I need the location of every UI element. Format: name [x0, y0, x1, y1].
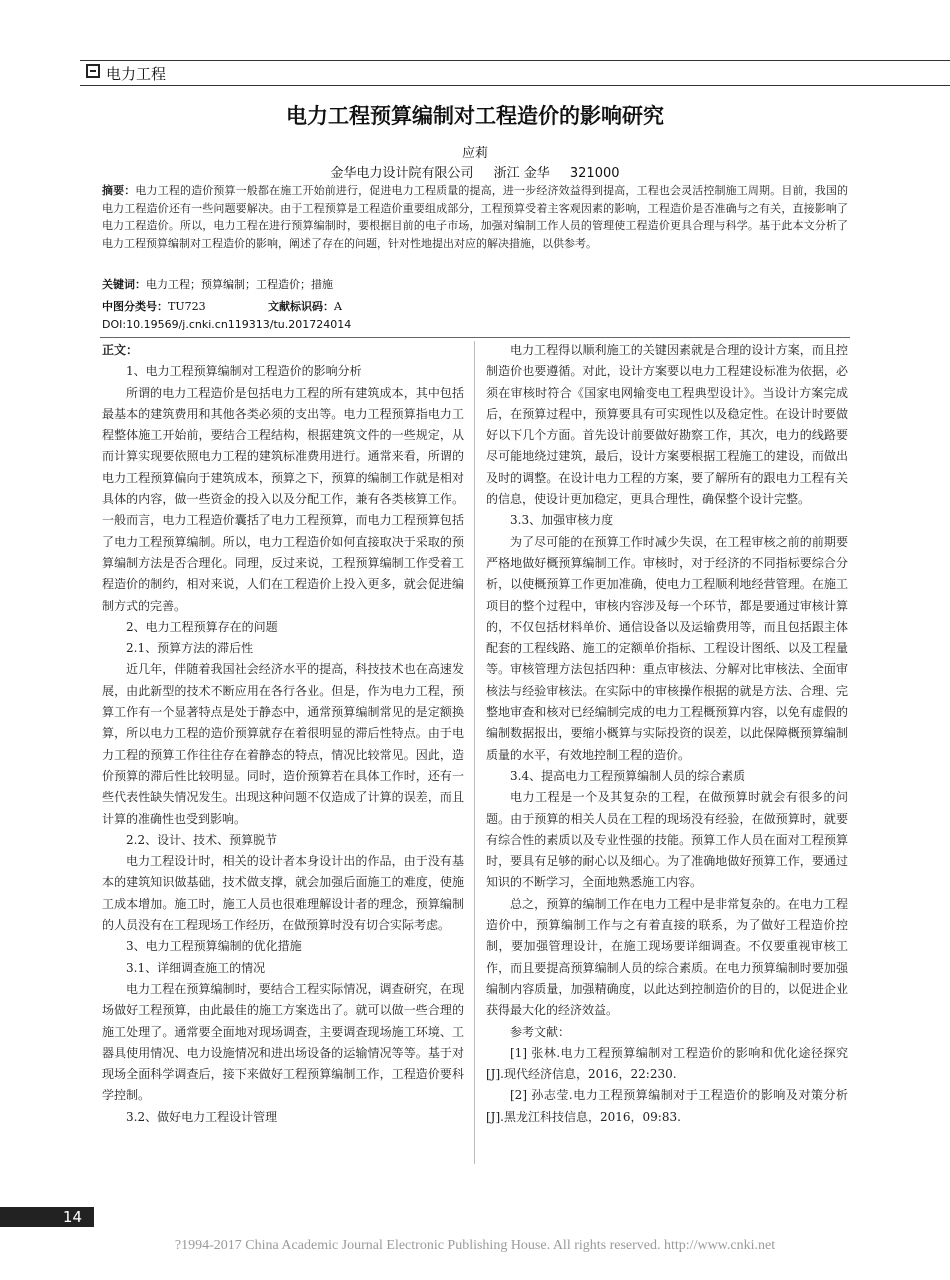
journal-header: [80, 60, 950, 86]
doi: DOI:10.19569/j.cnki.cn119313/tu.201724014: [102, 318, 352, 331]
paragraph: 电力工程得以顺利施工的关键因素就是合理的设计方案，而且控制造价也要遵循。对此，设计方案要以电力工程建设标准为依据，必须在审核时符合《国家电网输变电工程典型设计》。当设计方案完成后，在预算过程中，预算要具有可实现性以及稳定性。在设计时要做好以下几个方面。首先设计前要做好勘察工作，其次，电力的线路要尽可能地绕过建筑，最后，设计方案要根据工程施工的建设，而做出及时的调整。在设计电力工程的方案，要了解所有的跟电力工程有关的信息，使设计更加稳定，更具合理性，确保整个设计完整。: [486, 343, 848, 507]
paragraph: 总之，预算的编制工作在电力工程中是非常复杂的。在电力工程造价中，预算编制工作与之有着直接的联系，为了做好工程造价控制，要加强管理设计，在施工现场要详细调查。不仅要重视审核工作，而且要提高预算编制人员的综合素质。在电力预算编制时要加强编制内容质量，加强精确度，以此达到控制造价的目的，以促进企业获得最大化的经济效益。: [486, 896, 848, 1018]
affiliation-zip: 321000: [569, 166, 620, 181]
section-name: 电力工程: [106, 65, 167, 83]
body-left-column: [102, 340, 464, 1128]
section-heading: 3.2、做好电力工程设计管理: [126, 1109, 278, 1124]
section-heading: 3.3、加强审核力度: [510, 513, 614, 528]
paragraph: 所谓的电力工程造价是包括电力工程的所有建筑成本，其中包括最基本的建筑费用和其他各类必须的支出等。电力工程预算指电力工程整体施工开始前，要结合工程结构，根据建筑文件的一些规定，从而计算实现要依照电力工程的建筑标准费用进行。通常来看，所谓的电力工程预算偏向于建筑成本，预算之下，预算的编制工作就是相对具体的内容，做一些资金的投入以及分配工作，兼有各类核算工作。一般而言，电力工程造价囊括了电力工程预算，而电力工程预算包括了电力工程预算编制。所以，电力工程造价如何直接取决于采取的预算编制方法是否合理化。同理，反过来说，工程预算编制工作受着工程造价的制约，相对来说，人们在工程造价上投入更多，就会促进编制方式的完善。: [102, 385, 464, 613]
page-number: 14: [0, 1207, 94, 1227]
paragraph: 电力工程设计时，相关的设计者本身设计出的作品，由于没有基本的建筑知识做基础，技术做支撑，就会加强后面施工的难度，使施工成本增加。施工时，施工人员也很难理解设计者的理念，预算编制的人员没有在工程现场工作经历，在做预算时没有切合实际考虑。: [102, 854, 464, 933]
journal-logo-icon: [86, 64, 100, 78]
section-heading: 3.4、提高电力工程预算编制人员的综合素质: [510, 768, 746, 783]
copyright-footer: ?1994-2017 China Academic Journal Electronic Publishing House. All rights reserved. http://www.cnki.net: [174, 1238, 776, 1253]
column-divider: [474, 341, 475, 1164]
doccode-label: 文献标识码：: [268, 300, 334, 313]
section-heading: 2.2、设计、技术、预算脱节: [126, 832, 278, 847]
classification-line: [102, 298, 342, 314]
affiliation-org: 金华电力设计院有限公司: [330, 166, 474, 181]
body-right-column: [486, 340, 848, 1128]
section-heading: 3.1、详细调查施工的情况: [126, 960, 266, 975]
clc-value: TU723: [168, 300, 206, 313]
paragraph: 为了尽可能的在预算工作时减少失误，在工程审核之前的前期要严格地做好概预算编制工作。审核时，对于经济的不同指标要综合分析，以使概预算工作更加准确，使电力工程顺利地经营管理。在施工项目的整个过程中，审核内容涉及每一个环节，都是要通过审核计算的，不仅包括材料单价、通信设备以及运输费用等，而且包括跟主体配套的工程线路、施工的定额单价指标、工程设计图纸、以及工程量等。审核管理方法包括四种：重点审核法、分解对比审核法、全面审核法与经验审核法。在实际中的审核操作根据的就是方法、合理、完整地审查和核对已经编制完成的电力工程概预算内容，以免有虚假的编制数据报出，要缩小概算与实际投资的误差，以此保障概预算编制质量的水平，有效地控制工程的造价。: [486, 534, 848, 762]
section-heading: 参考文献：: [510, 1024, 571, 1039]
clc-label: 中图分类号：: [102, 300, 168, 313]
keywords: [102, 276, 333, 292]
abstract-text: 电力工程的造价预算一般都在施工开始前进行，促进电力工程质量的提高，进一步经济效益得到提高，工程也会灵活控制施工周期。目前，我国的电力工程造价还有一些问题要解决。由于工程预算是工程造价重要组成部分，工程预算受着主客观因素的影响，工程造价是否准确与之有关，直接影响了电力工程造价。所以，电力工程在进行预算编制时，要根据目前的电子市场，加强对编制工作人员的管理使工程造价更具合理与科学。基于此本文分析了电力工程预算编制对工程造价的影响，阐述了存在的问题，针对性地提出对应的解决措施，以供参考。: [102, 184, 849, 250]
divider: [100, 337, 850, 338]
author-name: 应莉: [461, 146, 488, 161]
affiliation: [0, 162, 950, 181]
keywords-text: 电力工程；预算编制；工程造价；措施: [146, 278, 333, 291]
doccode-value: A: [334, 300, 342, 313]
section-heading: 2、电力工程预算存在的问题: [126, 619, 278, 634]
section-heading: 2.1、预算方法的滞后性: [126, 641, 254, 656]
paragraph: 电力工程是一个及其复杂的工程，在做预算时就会有很多的问题。由于预算的相关人员在工程的现场没有经验，在做预算时，就要有综合性的素质以及专业性强的技能。预算工作人员在面对工程预算时，要具有足够的耐心以及细心。为了准确地做好预算工作，要通过知识的不断学习，全面地熟悉施工内容。: [486, 790, 848, 890]
body-label: 正文：: [102, 343, 139, 357]
paragraph: 近几年，伴随着我国社会经济水平的提高，科技技术也在高速发展，由此新型的技术不断应用在各行各业。但是，作为电力工程，预算工作有一个显著特点是处于静态中，通常预算编制常见的是定额换算，所以电力工程的造价预算就存在着很明显的滞后性特点。由于电力工程的预算工作往往存在着静态的特点，情况比较常见。因此，造价预算的滞后性比较明显。同时，造价预算若在具体工作时，还有一些代表性缺失情况发生。出现这种问题不仅造成了计算的误差，而且计算的准确性也受到影响。: [102, 662, 464, 826]
article-title: 电力工程预算编制对工程造价的影响研究: [286, 104, 664, 128]
keywords-label: 关键词：: [102, 278, 146, 291]
abstract-label: 摘要：: [102, 184, 136, 197]
section-heading: 3、电力工程预算编制的优化措施: [126, 939, 302, 954]
paragraph: [2] 孙志莹.电力工程预算编制对于工程造价的影响及对策分析[J].黑龙江科技信息，2016，09:83.: [486, 1088, 848, 1124]
paragraph: 电力工程在预算编制时，要结合工程实际情况，调查研究，在现场做好工程预算，由此最佳的施工方案选出了。就可以做一些合理的施工处理了。通常要全面地对现场调查，主要调查现场施工环境、工器具使用情况、电力设施情况和进出场设备的运输情况等等。基于对现场全面科学调查后，接下来做好工程预算编制工作，工程造价要科学控制。: [102, 981, 464, 1103]
affiliation-place: 浙江 金华: [493, 166, 550, 181]
section-heading: 1、电力工程预算编制对工程造价的影响分析: [126, 364, 362, 379]
paragraph: [1] 张林.电力工程预算编制对工程造价的影响和优化途径探究[J].现代经济信息，2016，22:230.: [486, 1045, 848, 1082]
abstract: [102, 182, 848, 252]
